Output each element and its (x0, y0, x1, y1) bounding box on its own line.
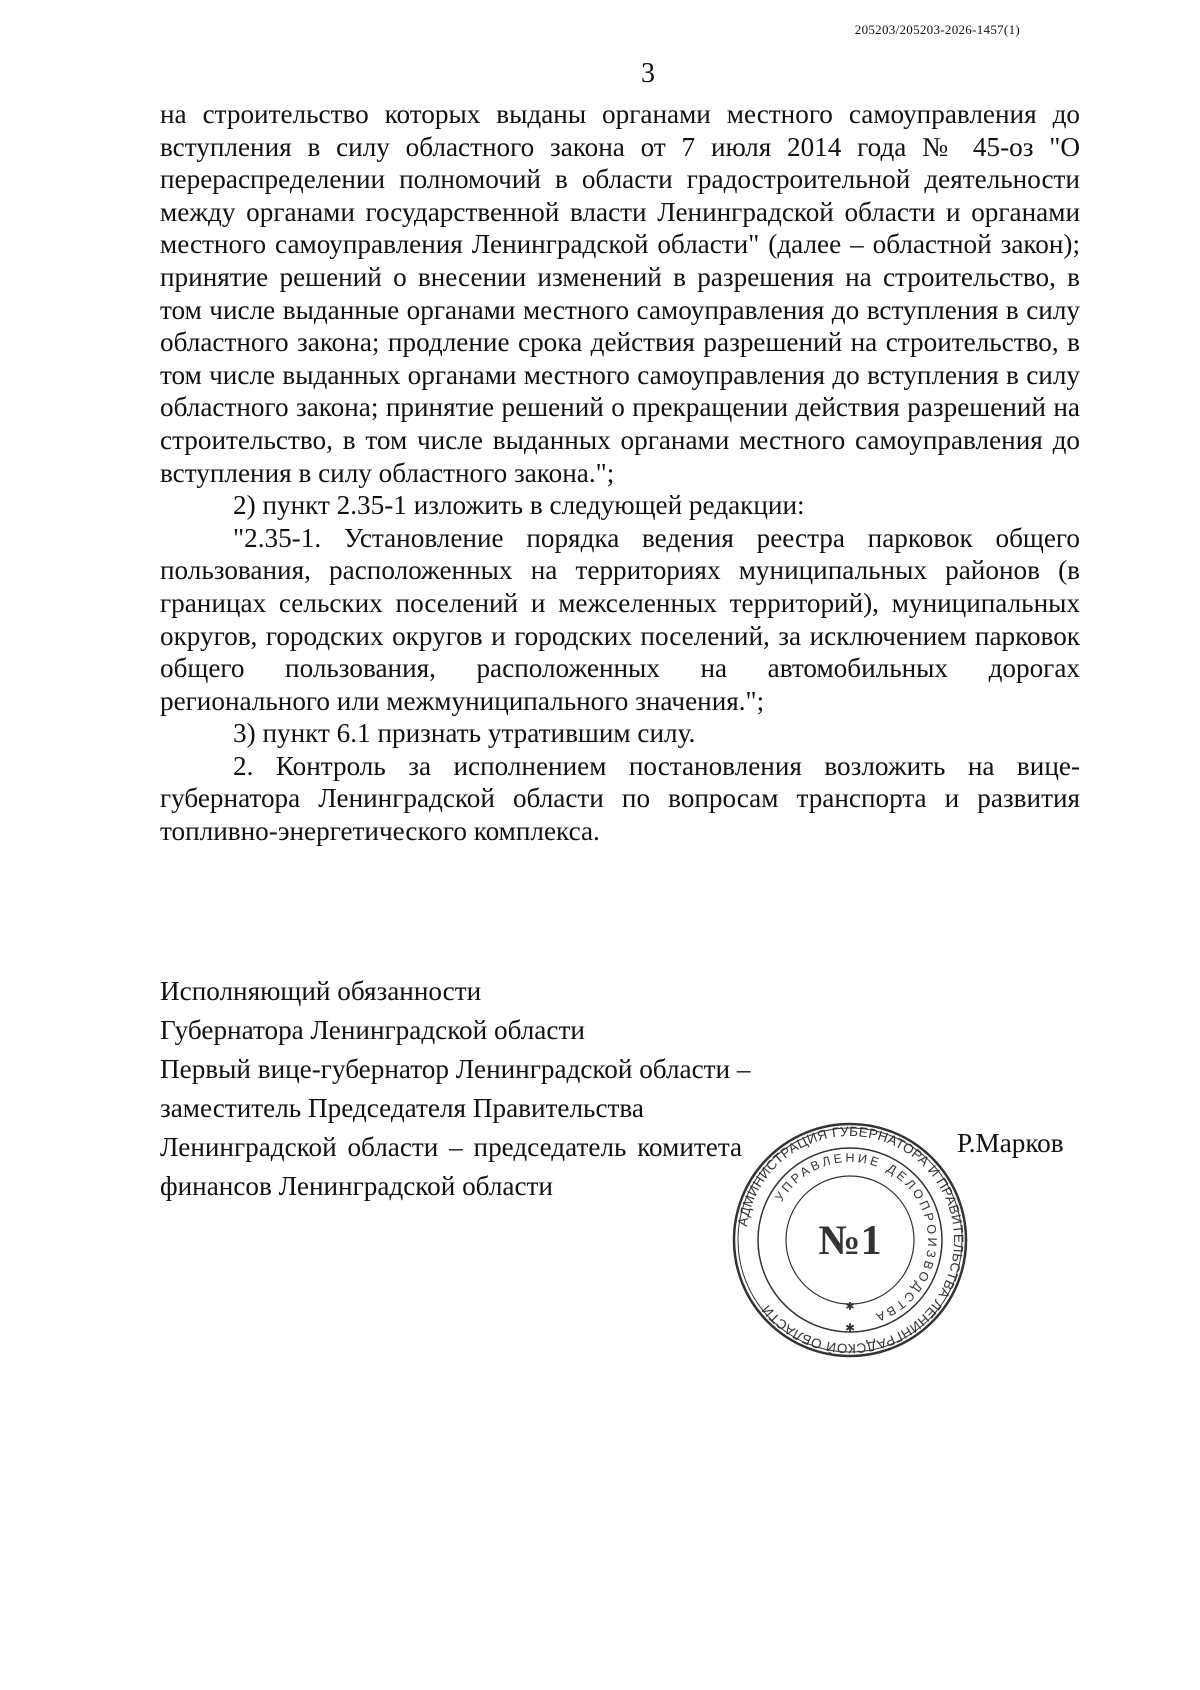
seal-star-inner: ✱ (845, 1300, 855, 1313)
seal-number: №1 (818, 1218, 882, 1264)
signature-line-4: заместитель Председателя Правительства (160, 1093, 644, 1123)
official-seal (730, 1120, 970, 1360)
seal-graphic (730, 1120, 970, 1360)
signature-block (160, 972, 750, 1206)
document-body (160, 98, 1080, 848)
seal-star-bottom: ✱ (844, 1321, 856, 1335)
paragraph-5: 2. Контроль за исполнением постановления возложить на вице-губернатора Ленинградской области по вопросам транспорта и развития топливно-энергетического комплекса. (160, 750, 1080, 847)
signature-line-2: Губернатора Ленинградской области (160, 1015, 585, 1045)
seal-outer-text: АДМИНИСТРАЦИЯ ГУБЕРНАТОРА И ПРАВИТЕЛЬСТВА ЛЕНИНГРАДСКОЙ ОБЛАСТИ (734, 1123, 967, 1357)
signature-line-3: Первый вице-губернатор Ленинградской области – (160, 1054, 751, 1084)
signature-line-1: Исполняющий обязанности (160, 976, 482, 1006)
signature-line-5: Ленинградской области – председатель комитета (160, 1132, 743, 1162)
signature-line-6: финансов Ленинградской области (160, 1171, 553, 1201)
signer-name: Р.Марков (957, 1128, 1064, 1158)
paragraph-3: "2.35-1. Установление порядка ведения реестра парковок общего пользования, расположенных на территориях муниципальных районов (в границах сельских поселений и межселенных территорий), муниципальных округов, городских округов и городских поселений, за исключением парковок общего пользования, расположенных на автомобильных дорогах регионального или межмуниципального значения."; (160, 522, 1080, 716)
paragraph-1: на строительство которых выданы органами местного самоуправления до вступления в силу областного закона от 7 июля 2014 года № 45-оз "О перераспределении полномочий в области градостроительной деятельности между органами государственной власти Ленинградской области и органами местного самоуправления Ленинградской области" (далее – областной закон); принятие решений о внесении изменений в разрешения на строительство, в том числе выданные органами местного самоуправления до вступления в силу областного закона; продление срока действия разрешений на строительство, в том числе выданных органами местного самоуправления до вступления в силу областного закона; принятие решений о прекращении действия разрешений на строительство, в том числе выданных органами местного самоуправления до вступления в силу областного закона."; (160, 99, 1080, 488)
seal-inner-text: УПРАВЛЕНИЕ ДЕЛОПРОИЗВОДСТВА (772, 1150, 940, 1326)
paragraph-2: 2) пункт 2.35-1 изложить в следующей редакции: (233, 490, 805, 521)
doc-id: 205203/205203-2026-1457(1) (854, 22, 1020, 37)
paragraph-4: 3) пункт 6.1 признать утратившим силу. (233, 718, 696, 749)
page-number: 3 (641, 58, 655, 89)
